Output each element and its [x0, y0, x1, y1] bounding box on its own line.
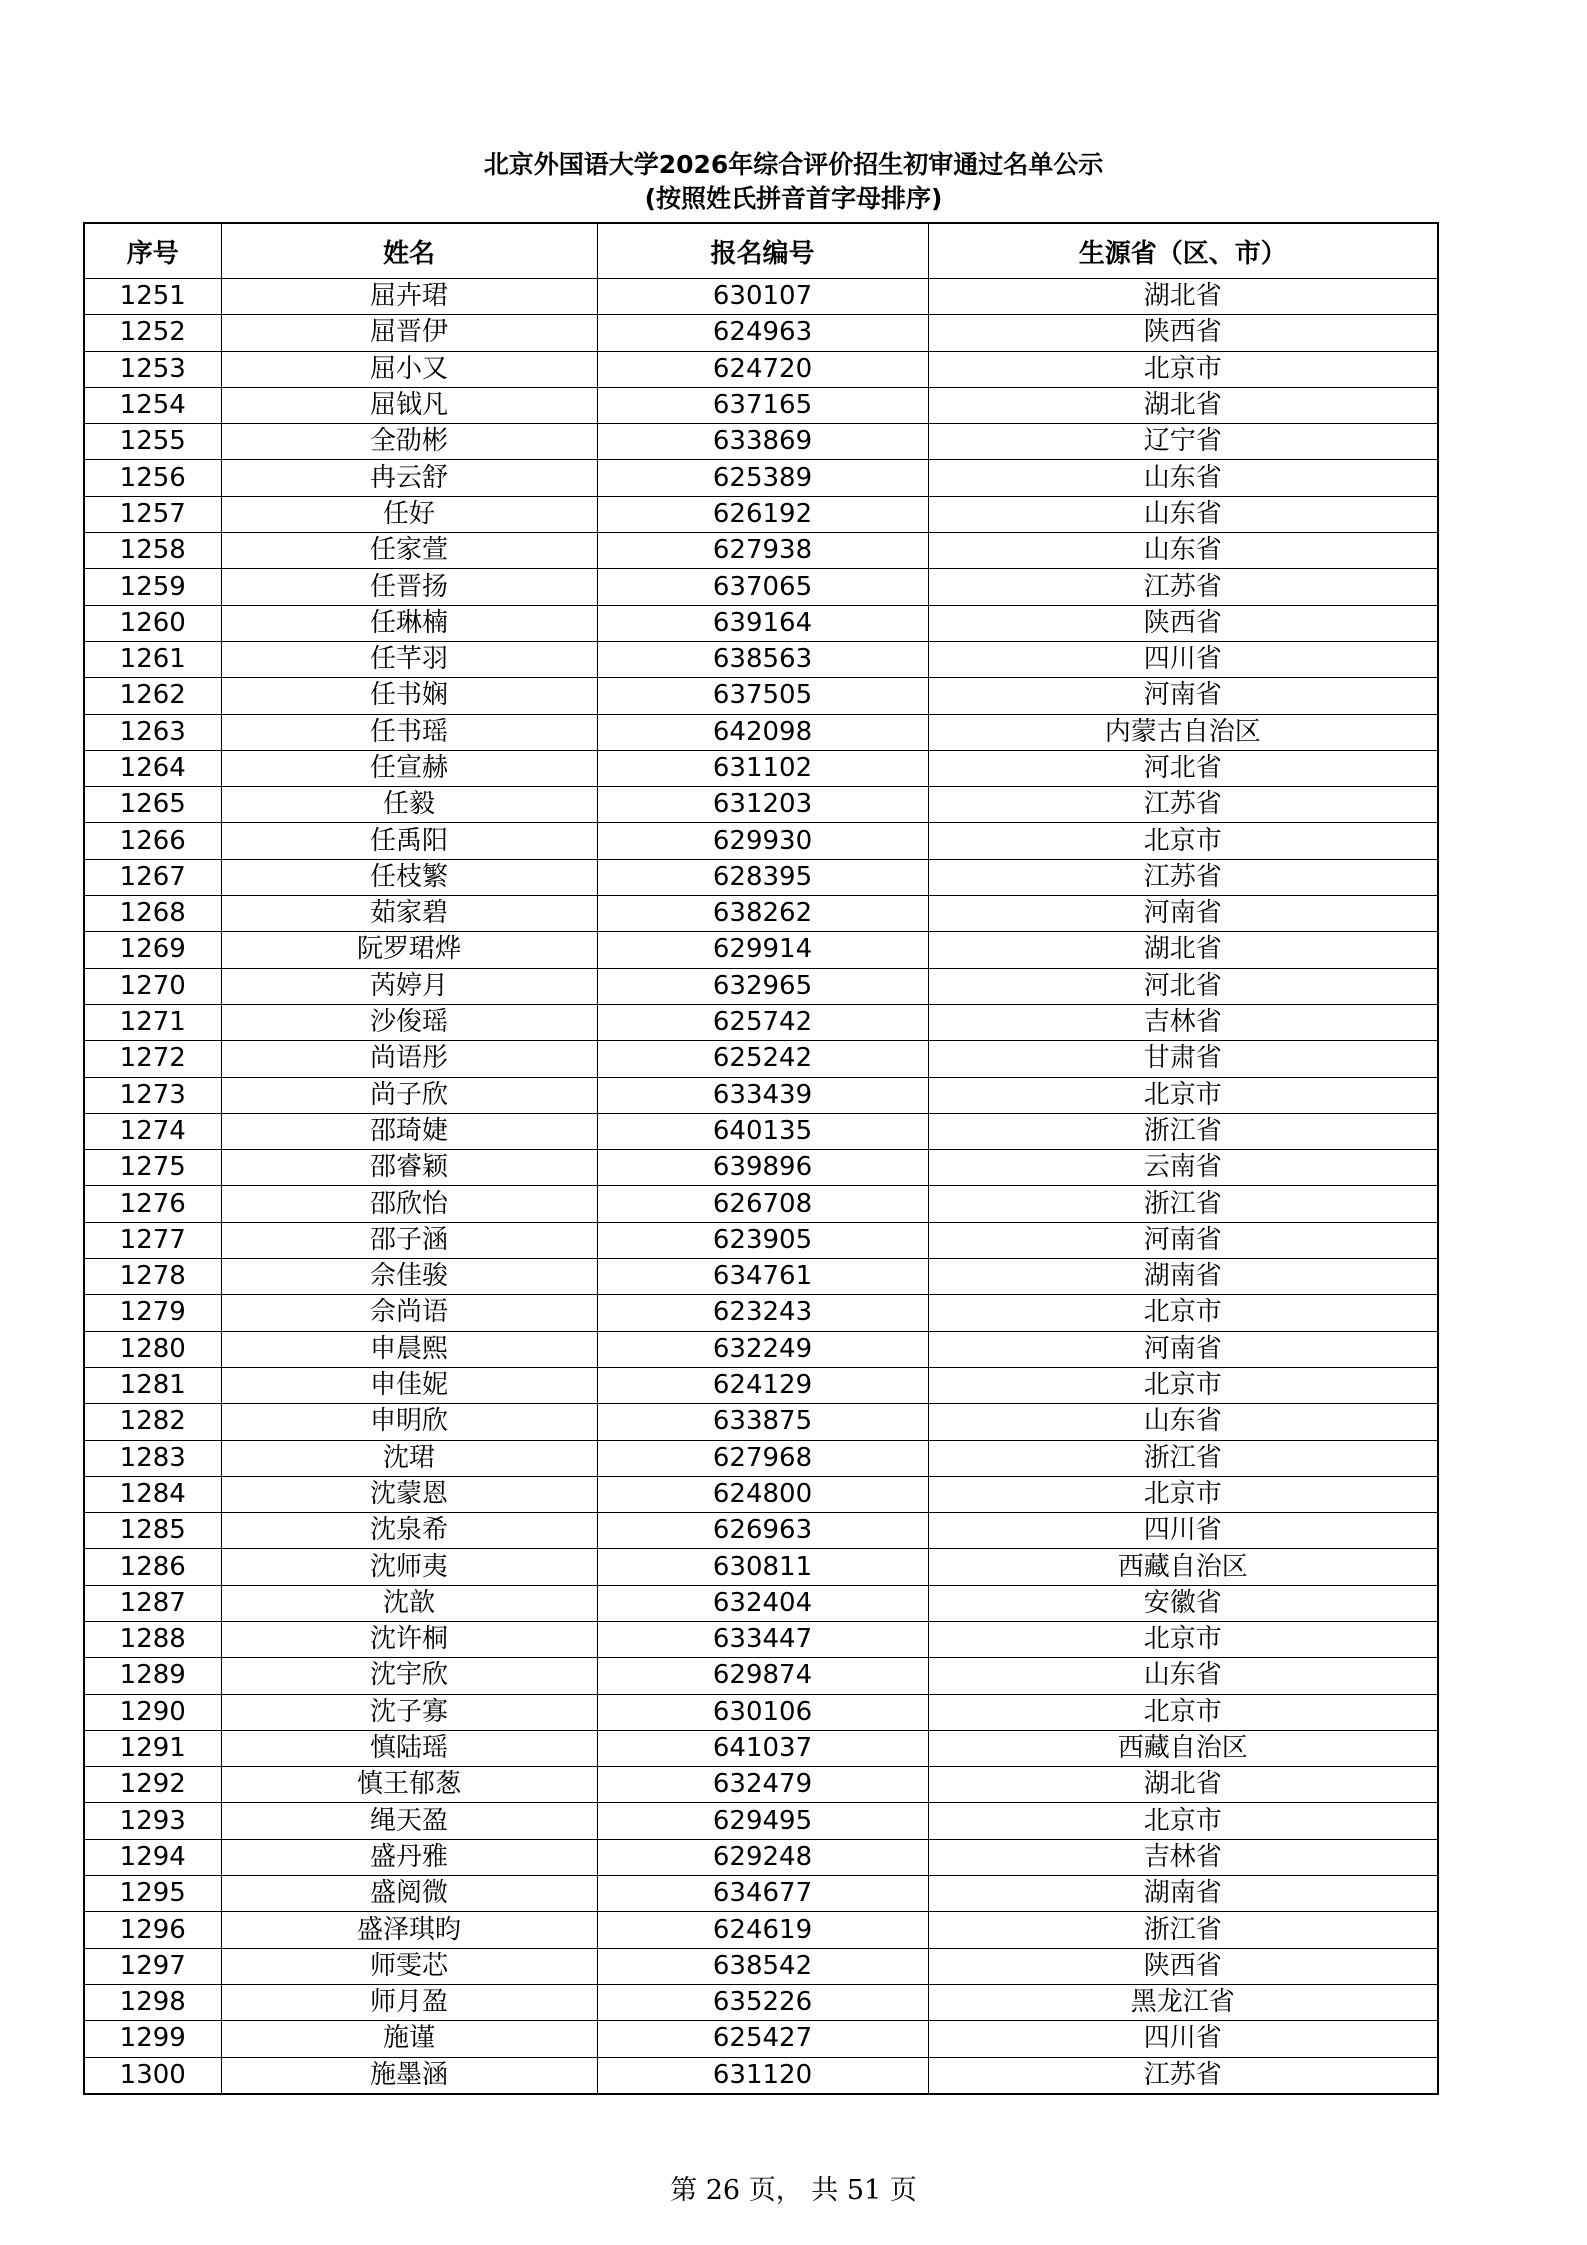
cell-index: 1290 [84, 1694, 221, 1730]
cell-index: 1285 [84, 1513, 221, 1549]
cell-province: 湖北省 [928, 387, 1438, 423]
cell-index: 1279 [84, 1295, 221, 1331]
cell-registration-number: 633439 [597, 1077, 928, 1113]
cell-name: 任毅 [221, 787, 597, 823]
cell-registration-number: 625427 [597, 2021, 928, 2057]
table-row [84, 279, 1438, 315]
cell-name: 佘佳骏 [221, 1259, 597, 1295]
cell-province: 西藏自治区 [928, 1549, 1438, 1585]
cell-registration-number: 630107 [597, 279, 928, 315]
cell-name: 任书娴 [221, 678, 597, 714]
cell-name: 任好 [221, 496, 597, 532]
table-row [84, 533, 1438, 569]
table-row [84, 496, 1438, 532]
cell-province: 山东省 [928, 1658, 1438, 1694]
table-row [84, 932, 1438, 968]
cell-registration-number: 623905 [597, 1222, 928, 1258]
table-row [84, 1004, 1438, 1040]
cell-index: 1273 [84, 1077, 221, 1113]
cell-index: 1263 [84, 714, 221, 750]
cell-name: 任宣赫 [221, 750, 597, 786]
cell-registration-number: 628395 [597, 859, 928, 895]
cell-province: 北京市 [928, 1476, 1438, 1512]
table-row [84, 1513, 1438, 1549]
cell-province: 浙江省 [928, 1113, 1438, 1149]
cell-registration-number: 630811 [597, 1549, 928, 1585]
cell-province: 北京市 [928, 1295, 1438, 1331]
cell-index: 1257 [84, 496, 221, 532]
cell-name: 尚子欣 [221, 1077, 597, 1113]
table-row [84, 1876, 1438, 1912]
cell-province: 云南省 [928, 1150, 1438, 1186]
table-row [84, 1186, 1438, 1222]
cell-index: 1280 [84, 1331, 221, 1367]
cell-province: 江苏省 [928, 787, 1438, 823]
table-row [84, 787, 1438, 823]
cell-index: 1254 [84, 387, 221, 423]
cell-province: 浙江省 [928, 1440, 1438, 1476]
cell-registration-number: 633869 [597, 424, 928, 460]
table-row [84, 823, 1438, 859]
cell-registration-number: 629248 [597, 1839, 928, 1875]
cell-index: 1262 [84, 678, 221, 714]
cell-index: 1270 [84, 968, 221, 1004]
cell-index: 1251 [84, 279, 221, 315]
cell-province: 安徽省 [928, 1585, 1438, 1621]
header-name: 姓名 [221, 223, 597, 279]
cell-registration-number: 629874 [597, 1658, 928, 1694]
cell-name: 申晨熙 [221, 1331, 597, 1367]
table-row [84, 1984, 1438, 2020]
cell-index: 1272 [84, 1041, 221, 1077]
cell-registration-number: 625242 [597, 1041, 928, 1077]
cell-index: 1268 [84, 896, 221, 932]
cell-index: 1287 [84, 1585, 221, 1621]
table-row [84, 460, 1438, 496]
cell-province: 湖南省 [928, 1876, 1438, 1912]
cell-name: 任晋扬 [221, 569, 597, 605]
cell-registration-number: 626963 [597, 1513, 928, 1549]
cell-province: 河南省 [928, 896, 1438, 932]
cell-province: 北京市 [928, 823, 1438, 859]
cell-province: 湖北省 [928, 932, 1438, 968]
cell-registration-number: 637165 [597, 387, 928, 423]
cell-province: 四川省 [928, 641, 1438, 677]
cell-name: 邵睿颖 [221, 1150, 597, 1186]
cell-index: 1300 [84, 2057, 221, 2094]
table-row [84, 1041, 1438, 1077]
cell-name: 邵琦婕 [221, 1113, 597, 1149]
table-row [84, 750, 1438, 786]
cell-name: 芮婷月 [221, 968, 597, 1004]
cell-index: 1276 [84, 1186, 221, 1222]
cell-name: 慎王郁葱 [221, 1767, 597, 1803]
cell-index: 1282 [84, 1404, 221, 1440]
cell-name: 绳天盈 [221, 1803, 597, 1839]
table-row [84, 1621, 1438, 1657]
table-row [84, 2057, 1438, 2094]
cell-registration-number: 624129 [597, 1367, 928, 1403]
cell-name: 沈许桐 [221, 1621, 597, 1657]
table-row [84, 1222, 1438, 1258]
cell-province: 北京市 [928, 351, 1438, 387]
cell-registration-number: 632404 [597, 1585, 928, 1621]
cell-province: 河南省 [928, 1222, 1438, 1258]
cell-index: 1288 [84, 1621, 221, 1657]
table-row [84, 1077, 1438, 1113]
table-body [84, 279, 1438, 2094]
cell-registration-number: 635226 [597, 1984, 928, 2020]
cell-registration-number: 632479 [597, 1767, 928, 1803]
table-row [84, 1730, 1438, 1766]
table-row [84, 1367, 1438, 1403]
cell-province: 江苏省 [928, 859, 1438, 895]
cell-name: 沈蒙恩 [221, 1476, 597, 1512]
cell-registration-number: 639164 [597, 605, 928, 641]
cell-name: 任琳楠 [221, 605, 597, 641]
cell-registration-number: 639896 [597, 1150, 928, 1186]
cell-province: 陕西省 [928, 605, 1438, 641]
cell-registration-number: 630106 [597, 1694, 928, 1730]
admission-list-table [83, 222, 1439, 2095]
table-row [84, 1150, 1438, 1186]
cell-index: 1292 [84, 1767, 221, 1803]
cell-index: 1266 [84, 823, 221, 859]
table-row [84, 1549, 1438, 1585]
document-subtitle: (按照姓氏拼音首字母排序) [644, 184, 943, 213]
cell-registration-number: 624619 [597, 1912, 928, 1948]
cell-name: 茹家碧 [221, 896, 597, 932]
cell-registration-number: 625742 [597, 1004, 928, 1040]
header-index: 序号 [84, 223, 221, 279]
cell-registration-number: 642098 [597, 714, 928, 750]
cell-index: 1284 [84, 1476, 221, 1512]
cell-name: 冉云舒 [221, 460, 597, 496]
table-header-row [84, 223, 1438, 279]
cell-index: 1255 [84, 424, 221, 460]
cell-registration-number: 627968 [597, 1440, 928, 1476]
table-row [84, 968, 1438, 1004]
table-row [84, 387, 1438, 423]
cell-name: 盛丹雅 [221, 1839, 597, 1875]
table-row [84, 1694, 1438, 1730]
cell-name: 盛阅微 [221, 1876, 597, 1912]
table-row [84, 1948, 1438, 1984]
cell-registration-number: 640135 [597, 1113, 928, 1149]
cell-name: 佘尚语 [221, 1295, 597, 1331]
cell-name: 任书瑶 [221, 714, 597, 750]
table-row [84, 714, 1438, 750]
cell-province: 浙江省 [928, 1186, 1438, 1222]
cell-index: 1260 [84, 605, 221, 641]
cell-province: 山东省 [928, 1404, 1438, 1440]
cell-registration-number: 632249 [597, 1331, 928, 1367]
cell-index: 1259 [84, 569, 221, 605]
cell-index: 1275 [84, 1150, 221, 1186]
cell-province: 四川省 [928, 1513, 1438, 1549]
cell-registration-number: 638262 [597, 896, 928, 932]
cell-registration-number: 631203 [597, 787, 928, 823]
cell-name: 慎陆瑶 [221, 1730, 597, 1766]
cell-index: 1269 [84, 932, 221, 968]
table-row [84, 1585, 1438, 1621]
cell-name: 申佳妮 [221, 1367, 597, 1403]
table-row [84, 896, 1438, 932]
table-row [84, 678, 1438, 714]
cell-registration-number: 633875 [597, 1404, 928, 1440]
cell-name: 沈歆 [221, 1585, 597, 1621]
table-row [84, 351, 1438, 387]
cell-name: 申明欣 [221, 1404, 597, 1440]
document-title: 北京外国语大学2026年综合评价招生初审通过名单公示 [483, 150, 1104, 179]
cell-province: 河南省 [928, 1331, 1438, 1367]
cell-index: 1252 [84, 315, 221, 351]
cell-name: 盛泽琪昀 [221, 1912, 597, 1948]
cell-index: 1298 [84, 1984, 221, 2020]
table-row [84, 1767, 1438, 1803]
cell-registration-number: 624720 [597, 351, 928, 387]
cell-index: 1291 [84, 1730, 221, 1766]
cell-province: 北京市 [928, 1621, 1438, 1657]
cell-province: 湖北省 [928, 279, 1438, 315]
cell-province: 河南省 [928, 678, 1438, 714]
cell-registration-number: 637065 [597, 569, 928, 605]
cell-province: 湖北省 [928, 1767, 1438, 1803]
table-row [84, 1440, 1438, 1476]
cell-registration-number: 638563 [597, 641, 928, 677]
cell-name: 师雯芯 [221, 1948, 597, 1984]
cell-registration-number: 637505 [597, 678, 928, 714]
cell-registration-number: 631102 [597, 750, 928, 786]
cell-name: 任枝繁 [221, 859, 597, 895]
page-number: 第 26 页， 共 51 页 [670, 2175, 917, 2206]
cell-name: 全劭彬 [221, 424, 597, 460]
cell-index: 1265 [84, 787, 221, 823]
cell-province: 山东省 [928, 496, 1438, 532]
cell-name: 屈晋伊 [221, 315, 597, 351]
cell-index: 1277 [84, 1222, 221, 1258]
cell-province: 吉林省 [928, 1839, 1438, 1875]
cell-registration-number: 623243 [597, 1295, 928, 1331]
table-row [84, 1295, 1438, 1331]
cell-index: 1267 [84, 859, 221, 895]
header-registration-number: 报名编号 [597, 223, 928, 279]
cell-index: 1258 [84, 533, 221, 569]
cell-name: 沈宇欣 [221, 1658, 597, 1694]
cell-index: 1253 [84, 351, 221, 387]
cell-name: 沙俊瑶 [221, 1004, 597, 1040]
cell-registration-number: 633447 [597, 1621, 928, 1657]
cell-index: 1297 [84, 1948, 221, 1984]
cell-province: 四川省 [928, 2021, 1438, 2057]
cell-name: 沈泉希 [221, 1513, 597, 1549]
cell-name: 屈卉珺 [221, 279, 597, 315]
cell-province: 江苏省 [928, 2057, 1438, 2094]
cell-province: 北京市 [928, 1803, 1438, 1839]
table-row [84, 605, 1438, 641]
cell-index: 1295 [84, 1876, 221, 1912]
table-row [84, 859, 1438, 895]
cell-index: 1293 [84, 1803, 221, 1839]
cell-registration-number: 626708 [597, 1186, 928, 1222]
cell-province: 浙江省 [928, 1912, 1438, 1948]
cell-province: 黑龙江省 [928, 1984, 1438, 2020]
header-province: 生源省（区、市） [928, 223, 1438, 279]
cell-index: 1283 [84, 1440, 221, 1476]
cell-name: 屈小又 [221, 351, 597, 387]
cell-province: 北京市 [928, 1367, 1438, 1403]
cell-registration-number: 641037 [597, 1730, 928, 1766]
cell-index: 1296 [84, 1912, 221, 1948]
cell-registration-number: 638542 [597, 1948, 928, 1984]
cell-index: 1271 [84, 1004, 221, 1040]
table-row [84, 1803, 1438, 1839]
cell-name: 施墨涵 [221, 2057, 597, 2094]
cell-province: 北京市 [928, 1077, 1438, 1113]
cell-province: 河北省 [928, 968, 1438, 1004]
cell-index: 1286 [84, 1549, 221, 1585]
cell-registration-number: 629495 [597, 1803, 928, 1839]
cell-name: 屈钺凡 [221, 387, 597, 423]
cell-index: 1281 [84, 1367, 221, 1403]
cell-registration-number: 632965 [597, 968, 928, 1004]
cell-index: 1264 [84, 750, 221, 786]
cell-index: 1294 [84, 1839, 221, 1875]
cell-province: 山东省 [928, 533, 1438, 569]
cell-province: 西藏自治区 [928, 1730, 1438, 1766]
table-row [84, 1658, 1438, 1694]
table-row [84, 1839, 1438, 1875]
cell-index: 1278 [84, 1259, 221, 1295]
cell-name: 师月盈 [221, 1984, 597, 2020]
cell-province: 北京市 [928, 1694, 1438, 1730]
cell-registration-number: 629914 [597, 932, 928, 968]
cell-index: 1289 [84, 1658, 221, 1694]
table-row [84, 1259, 1438, 1295]
table-row [84, 641, 1438, 677]
cell-province: 河北省 [928, 750, 1438, 786]
cell-province: 内蒙古自治区 [928, 714, 1438, 750]
cell-province: 辽宁省 [928, 424, 1438, 460]
cell-name: 任芊羽 [221, 641, 597, 677]
cell-index: 1256 [84, 460, 221, 496]
cell-name: 沈子寡 [221, 1694, 597, 1730]
cell-province: 湖南省 [928, 1259, 1438, 1295]
table-row [84, 1476, 1438, 1512]
cell-name: 任家萱 [221, 533, 597, 569]
cell-name: 任禹阳 [221, 823, 597, 859]
cell-province: 陕西省 [928, 1948, 1438, 1984]
cell-registration-number: 626192 [597, 496, 928, 532]
cell-name: 邵子涵 [221, 1222, 597, 1258]
cell-province: 吉林省 [928, 1004, 1438, 1040]
table-row [84, 1113, 1438, 1149]
cell-name: 尚语彤 [221, 1041, 597, 1077]
table-row [84, 1912, 1438, 1948]
cell-province: 甘肃省 [928, 1041, 1438, 1077]
cell-province: 江苏省 [928, 569, 1438, 605]
table-row [84, 569, 1438, 605]
cell-province: 山东省 [928, 460, 1438, 496]
table-row [84, 1404, 1438, 1440]
cell-registration-number: 624800 [597, 1476, 928, 1512]
table-row [84, 315, 1438, 351]
cell-registration-number: 629930 [597, 823, 928, 859]
cell-index: 1299 [84, 2021, 221, 2057]
cell-name: 阮罗珺烨 [221, 932, 597, 968]
cell-name: 沈珺 [221, 1440, 597, 1476]
cell-registration-number: 631120 [597, 2057, 928, 2094]
cell-registration-number: 624963 [597, 315, 928, 351]
cell-registration-number: 627938 [597, 533, 928, 569]
table-row [84, 1331, 1438, 1367]
cell-index: 1274 [84, 1113, 221, 1149]
cell-province: 陕西省 [928, 315, 1438, 351]
table-row [84, 2021, 1438, 2057]
cell-registration-number: 634761 [597, 1259, 928, 1295]
cell-registration-number: 634677 [597, 1876, 928, 1912]
cell-name: 施谨 [221, 2021, 597, 2057]
cell-name: 沈师夷 [221, 1549, 597, 1585]
cell-registration-number: 625389 [597, 460, 928, 496]
table-row [84, 424, 1438, 460]
cell-name: 邵欣怡 [221, 1186, 597, 1222]
cell-index: 1261 [84, 641, 221, 677]
